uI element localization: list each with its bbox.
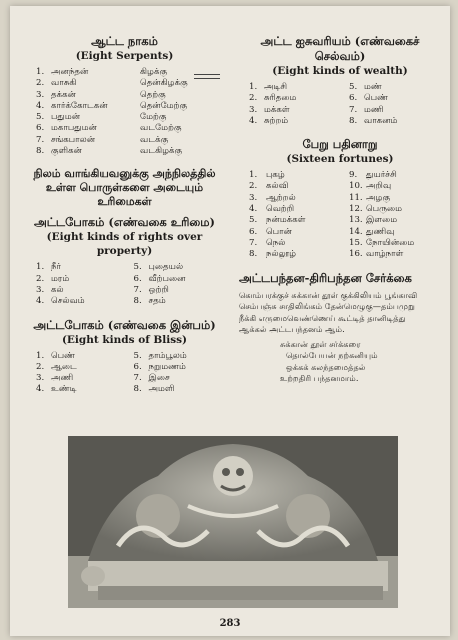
fortunes-section (235, 137, 445, 260)
list-item (249, 170, 345, 181)
item-number: 6. (36, 123, 45, 134)
list-item (349, 227, 445, 238)
direction: தெற்கு (140, 89, 166, 100)
item-number: 5. (133, 262, 142, 273)
item-number: 1. (36, 67, 45, 77)
item-name: வாகனம் (364, 115, 398, 126)
item-name: சதம் (148, 296, 166, 307)
item-name: வெற்றி (266, 204, 295, 215)
item-number: 8. (36, 146, 45, 157)
list-item (134, 296, 228, 307)
list-item-direction (140, 112, 227, 123)
item-number: 4. (249, 115, 258, 126)
land-heading-line: நிலம் வாங்கியவனுக்கு அந்நிலத்தில் (33, 167, 216, 181)
list-item-direction (140, 123, 227, 134)
bliss-english-title: (Eight kinds of Bliss) (61, 333, 188, 346)
wealth-section (235, 34, 445, 127)
item-number: 5. (36, 112, 45, 123)
item-number: 12. (349, 204, 363, 215)
item-name: பெண் (51, 350, 76, 361)
item-name: புதையல் (148, 262, 184, 273)
land-heading-line: உள்ள பொருள்களை அடையும் (45, 181, 204, 195)
direction: வடக்கு (140, 134, 169, 145)
direction: வடமேற்கு (140, 123, 182, 134)
list-item (36, 351, 130, 362)
item-number: 4. (36, 296, 45, 307)
item-name: நோயின்மை (366, 237, 415, 248)
list-item (249, 193, 345, 204)
item-number: 3. (249, 192, 258, 203)
list-item (349, 204, 445, 215)
left-column (22, 34, 227, 406)
item-number: 2. (36, 361, 45, 372)
verse-line: ஒக்கக் கலந்தமைத்தல் (286, 361, 366, 372)
item-name: மரம் (51, 273, 70, 284)
list-item (36, 78, 136, 89)
item-number: 16. (349, 249, 363, 260)
list-item (36, 67, 136, 78)
item-name: மணி (364, 104, 384, 115)
serpents-list (36, 67, 227, 157)
list-item-direction (140, 90, 227, 101)
item-number: 7. (36, 134, 45, 145)
item-name: மண் (364, 82, 382, 92)
bliss-tamil-title: அட்டபோகம் (எண்வகை இன்பம்) (33, 317, 216, 332)
item-number: 11. (349, 192, 363, 203)
item-number: 14. (349, 226, 363, 237)
item-number: 8. (133, 296, 142, 307)
item-number: 4. (36, 100, 45, 111)
paragraph-line: ஆக்கல் அட்டபந்தனம் ஆம். (239, 324, 345, 335)
item-number: 6. (133, 273, 142, 284)
rights-section (22, 215, 227, 307)
direction: வடகிழக்கு (140, 146, 183, 157)
list-item (349, 238, 445, 249)
bandhana-verse (280, 339, 445, 385)
item-name: கார்க்கோடகன் (51, 100, 108, 111)
list-item (36, 90, 136, 101)
fortunes-tamil-title: பேறு பதினாறு (302, 137, 378, 152)
item-name: வீற்பனை (148, 273, 186, 284)
land-heading-line: உரிமைகள் (97, 195, 152, 209)
item-number: 3. (249, 104, 258, 115)
item-name: துணிவு (366, 226, 395, 237)
list-item (249, 227, 345, 238)
rights-tamil-title: அட்டபோகம் (எண்வகை உரிமை) (33, 215, 215, 230)
item-number: 7. (133, 373, 142, 384)
list-item (36, 101, 136, 112)
item-name: அனந்தன் (51, 67, 89, 77)
list-item (36, 123, 136, 134)
list-item (349, 170, 445, 181)
item-number: 9. (349, 170, 358, 181)
list-item (349, 116, 445, 127)
list-item (134, 262, 228, 273)
list-item (36, 373, 130, 384)
item-name: மகாபதுமன் (51, 123, 97, 134)
item-name: ஒற்றி (148, 284, 169, 295)
list-item (249, 249, 345, 260)
list-item (134, 384, 228, 395)
item-name: குளிகன் (51, 146, 82, 157)
verse-line: உற்றதிரி பந்தனமாம். (280, 373, 359, 384)
direction: தென்கிழக்கு (140, 78, 188, 89)
item-number: 7. (349, 104, 358, 115)
item-name: நன்மக்கள் (266, 215, 306, 226)
wealth-list (249, 82, 445, 127)
right-column (235, 34, 445, 395)
item-number: 6. (249, 226, 258, 237)
list-item (249, 181, 345, 192)
item-name: ஆற்றல் (266, 192, 296, 203)
list-item (36, 362, 130, 373)
bliss-list (36, 351, 227, 396)
item-name: அடிசி (264, 82, 288, 92)
list-item (134, 274, 228, 285)
list-item (36, 135, 136, 146)
list-item (349, 193, 445, 204)
item-number: 2. (36, 273, 45, 284)
fortunes-list (249, 170, 445, 260)
list-item-direction (140, 101, 227, 112)
list-item-direction (140, 146, 227, 157)
item-number: 2. (36, 78, 45, 89)
item-name: தக்கன் (51, 89, 76, 100)
item-name: செல்வம் (51, 296, 85, 307)
list-item (349, 215, 445, 226)
list-item (36, 146, 136, 157)
item-name: புகழ் (266, 170, 285, 181)
item-name: அணி (51, 373, 74, 384)
item-number: 6. (133, 361, 142, 372)
item-number: 5. (249, 215, 258, 226)
item-number: 4. (36, 384, 45, 395)
item-name: கல் (51, 284, 64, 295)
wealth-tamil-title: அட்ட ஐசுவரியம் (எண்வகைச் செல்வம்) (260, 34, 420, 63)
verse-line: சுக்கான் தூள் சர்க்கரை (280, 338, 361, 349)
list-item (249, 82, 345, 93)
item-number: 7. (249, 237, 258, 248)
item-number: 10. (349, 181, 363, 192)
rights-list (36, 262, 227, 307)
list-item (36, 274, 130, 285)
list-item (36, 112, 136, 123)
item-number: 3. (36, 284, 45, 295)
item-name: பதுமன் (51, 112, 81, 123)
serpents-tamil-title: ஆட்ட நாகம் (91, 34, 158, 48)
item-number: 8. (349, 115, 358, 126)
list-item (249, 204, 345, 215)
list-item (134, 351, 228, 362)
item-name: வாசுகி (51, 78, 77, 89)
list-item (36, 296, 130, 307)
serpents-english-title: (Eight Serpents) (75, 50, 174, 62)
item-name: அறிவு (366, 181, 392, 192)
list-item (349, 82, 445, 93)
list-item (249, 116, 345, 127)
item-name: உண்டி (51, 384, 77, 395)
list-item (249, 215, 345, 226)
bandhana-paragraph (239, 290, 445, 336)
stone-relief-photo (68, 436, 398, 608)
list-item (249, 238, 345, 249)
item-name: நறுமணம் (148, 361, 186, 372)
list-item (36, 384, 130, 395)
item-name: மக்கள் (264, 104, 290, 115)
item-number: 7. (133, 284, 142, 295)
item-number: 13. (349, 215, 363, 226)
relief-illustration (68, 436, 398, 608)
item-name: சங்கபாலன் (51, 134, 96, 145)
bliss-section (22, 318, 227, 396)
list-item (349, 105, 445, 116)
item-name: இளமை (366, 215, 398, 226)
fortunes-english-title: (Sixteen fortunes) (286, 153, 394, 166)
item-name: துயர்ச்சி (366, 170, 397, 181)
paragraph-line: செம்பஞ்சு சாதிலிங்கம் தேன்மெழுகு—தம்பமுறு (239, 301, 415, 312)
item-name: நல்லூழ் (266, 249, 297, 260)
item-number: 5. (133, 350, 142, 361)
land-heading (22, 167, 227, 209)
item-number: 2. (249, 181, 258, 192)
item-name: பொன் (266, 226, 292, 237)
item-number: 8. (133, 384, 142, 395)
book-page (10, 6, 450, 636)
item-number: 1. (249, 170, 258, 181)
item-name: சுரிதமை (264, 93, 297, 104)
list-item (134, 285, 228, 296)
list-item-direction (140, 78, 227, 89)
list-item (36, 285, 130, 296)
rights-english-title: (Eight kinds of rights over property) (46, 231, 203, 258)
item-number: 5. (349, 82, 358, 92)
item-number: 8. (249, 249, 258, 260)
item-number: 1. (36, 262, 45, 273)
item-number: 2. (249, 93, 258, 104)
item-name: இசை (148, 373, 170, 384)
direction: தென்மேற்கு (140, 100, 188, 111)
paragraph-line: கொம்பரக்குச் சுக்கான் தூள் குக்கிலியம் பூங்காவி (239, 289, 418, 300)
item-name: பெண் (364, 93, 389, 104)
item-number: 15. (349, 237, 363, 248)
item-name: பெருமை (366, 204, 403, 215)
item-number: 4. (249, 204, 258, 215)
wealth-english-title: (Eight kinds of wealth) (272, 65, 408, 77)
item-name: தாம்பூலம் (148, 350, 187, 361)
list-item (134, 362, 228, 373)
bandhana-section (235, 271, 445, 385)
item-name: ஆடை (51, 361, 77, 372)
page-number: 283 (219, 618, 241, 629)
list-item (349, 181, 445, 192)
item-name: சுற்றம் (264, 115, 289, 126)
bandhana-title: அட்டபந்தன-திரிபந்தன சேர்க்கை (239, 270, 412, 285)
direction: கிழக்கு (140, 67, 168, 77)
item-name: வாழ்நாள் (366, 249, 404, 260)
list-item (349, 249, 445, 260)
list-item-direction (140, 67, 227, 78)
item-name: நீர் (51, 262, 61, 273)
paragraph-line: நீக்கி எருமைவெண்ணெய் கூட்டித் தானிடித்து (239, 312, 406, 323)
item-number: 1. (249, 82, 258, 92)
list-item (249, 93, 345, 104)
item-number: 6. (349, 93, 358, 104)
item-name: அமளி (148, 384, 175, 395)
item-name: நெல் (266, 237, 286, 248)
item-name: கல்வி (266, 181, 289, 192)
list-item (36, 262, 130, 273)
list-item-direction (140, 135, 227, 146)
item-number: 1. (36, 350, 45, 361)
item-number: 3. (36, 89, 45, 100)
direction: மேற்கு (140, 112, 167, 123)
item-number: 3. (36, 373, 45, 384)
list-item (349, 93, 445, 104)
list-item (134, 373, 228, 384)
list-item (249, 105, 345, 116)
item-name: அழகு (366, 192, 391, 203)
verse-line: தொல்பேயன் நற்கனியும் (286, 350, 378, 361)
serpents-section (22, 34, 227, 157)
